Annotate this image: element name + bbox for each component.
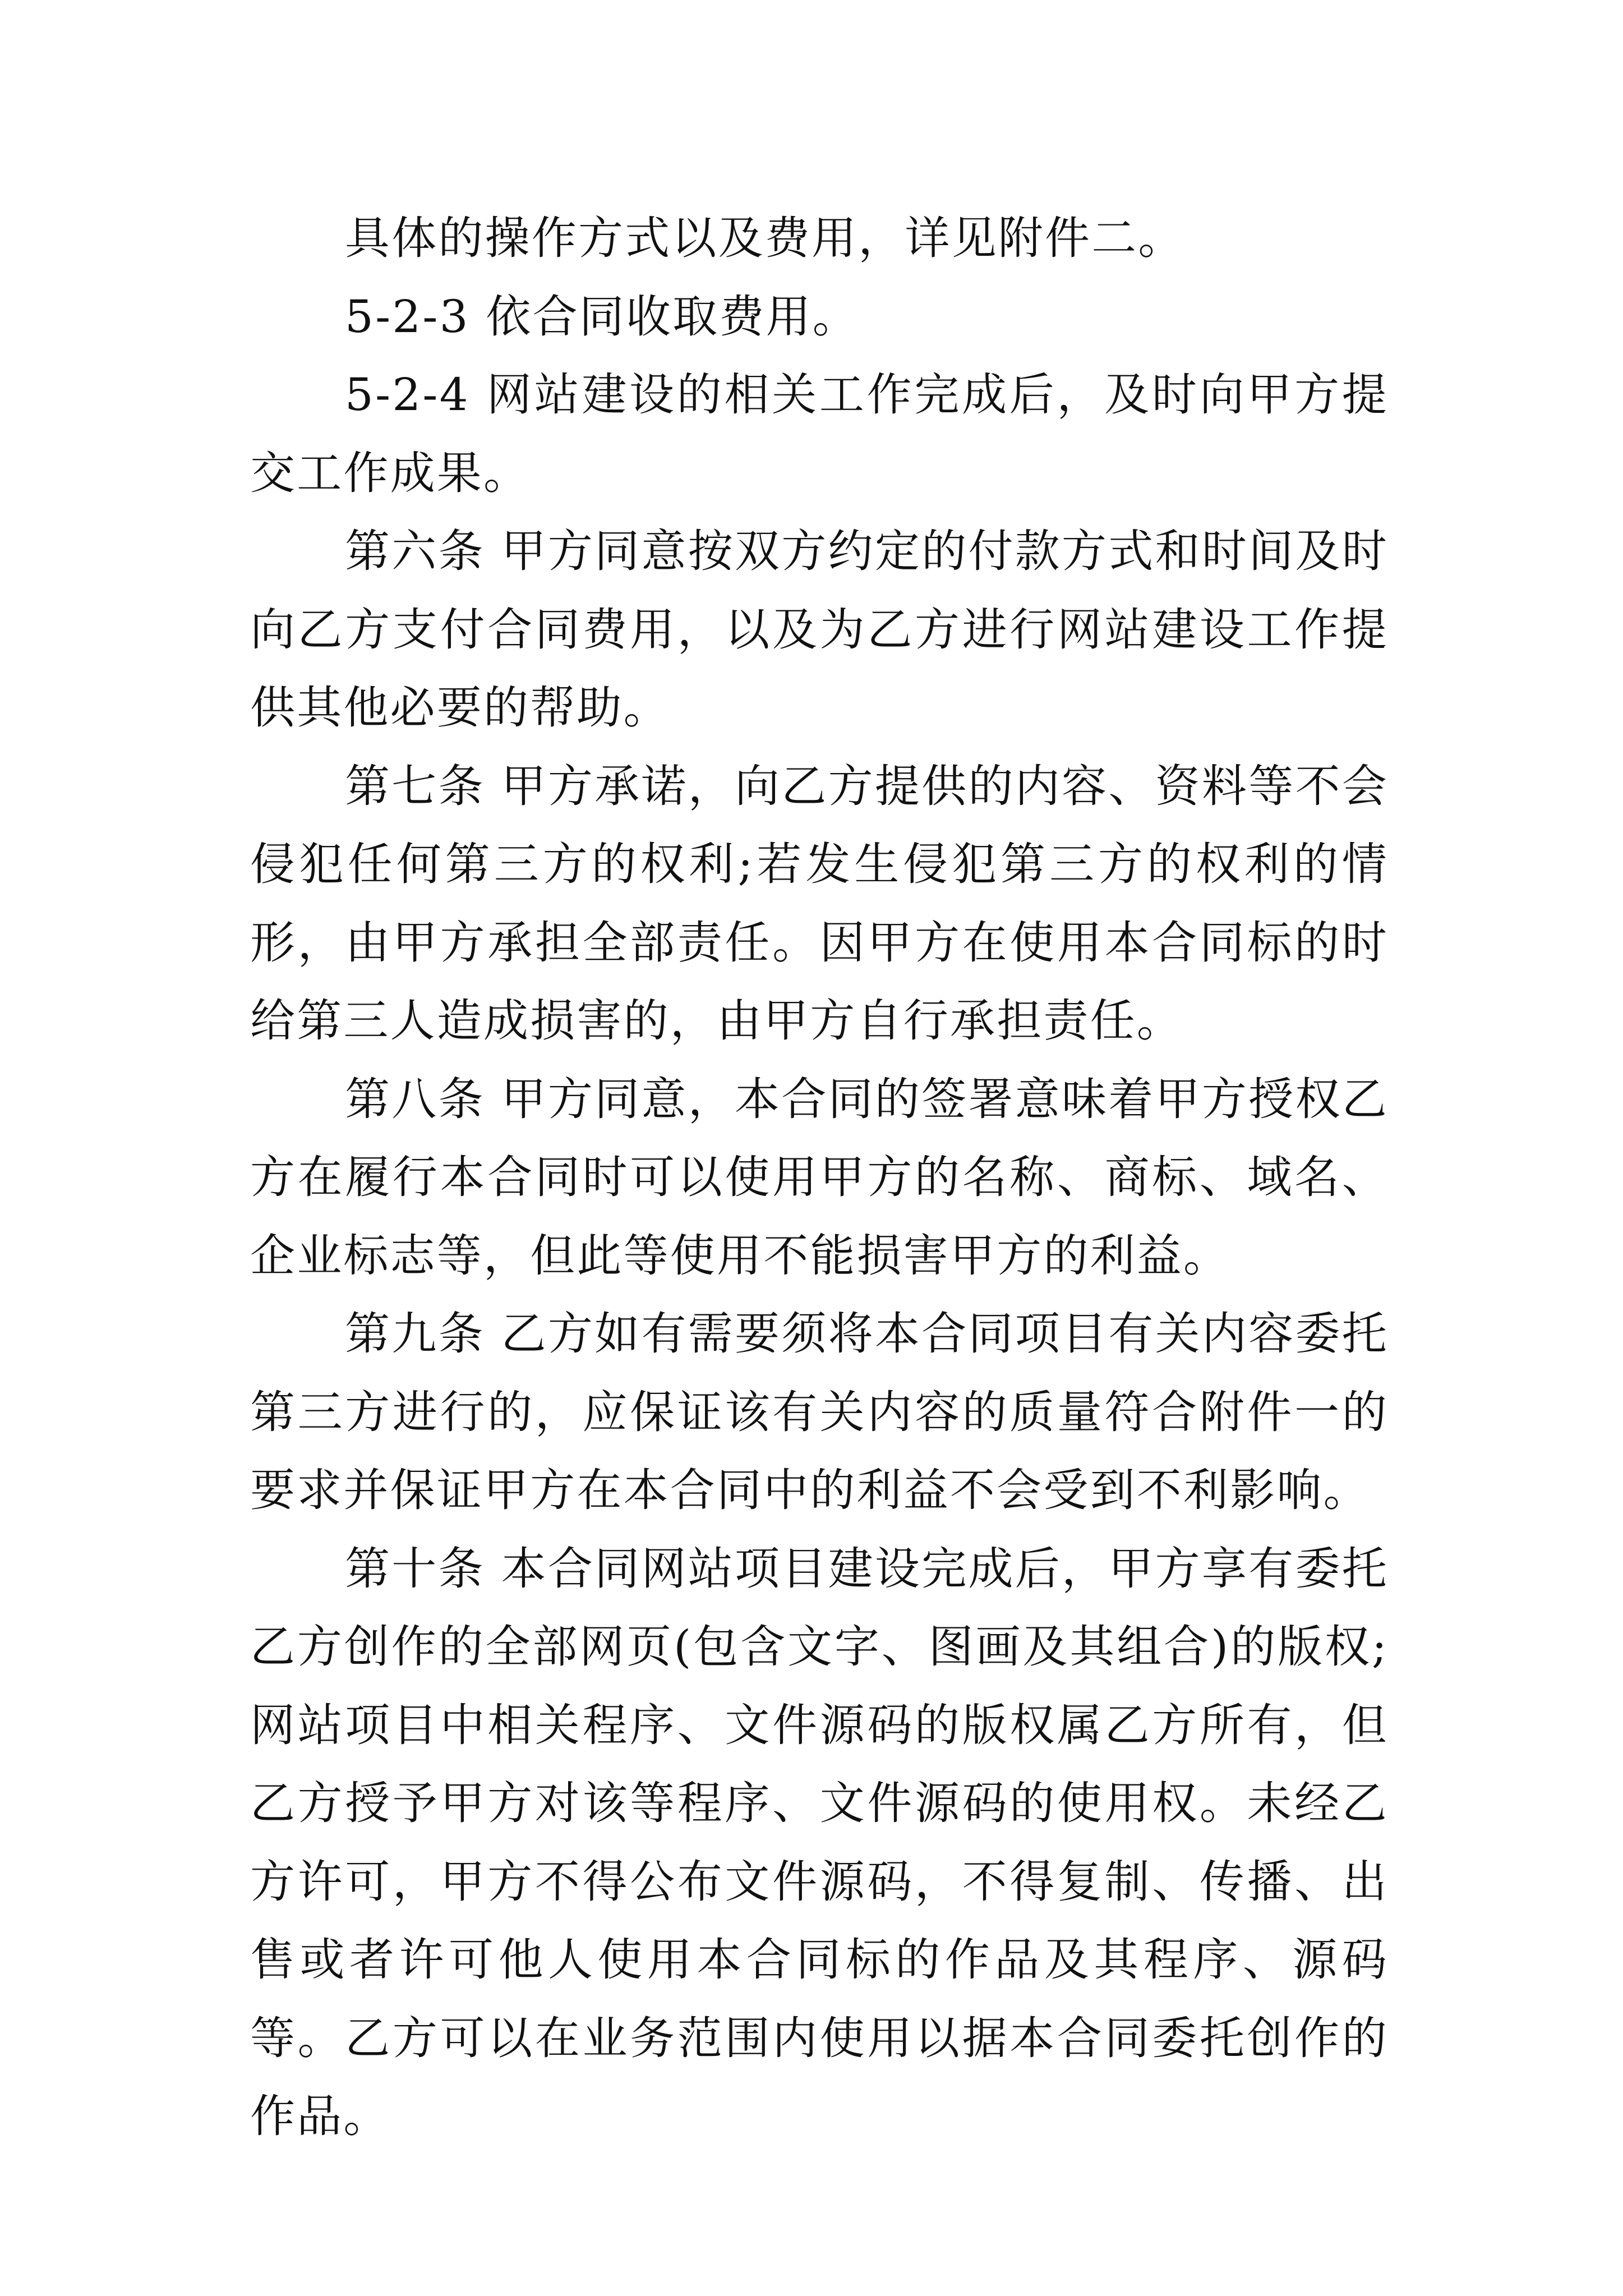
paragraph-operation-fees: 具体的操作方式以及费用，详见附件二。 xyxy=(345,212,1185,264)
paragraph-5-2-4: 5-2-4 网站建设的相关工作完成后，及时向甲方提交工作成果。 xyxy=(250,369,1389,499)
document-body xyxy=(250,199,1389,2156)
paragraph-5-2-3: 5-2-3 依合同收取费用。 xyxy=(345,290,859,343)
paragraph-article-9: 第九条 乙方如有需要须将本合同项目有关内容委托第三方进行的，应保证该有关内容的质量符合附件一的要求并保证甲方在本合同中的利益不会受到不利影响。 xyxy=(250,1308,1389,1516)
paragraph-article-8: 第八条 甲方同意，本合同的签署意味着甲方授权乙方在履行本合同时可以使用甲方的名称、商标、域名、企业标志等，但此等使用不能损害甲方的利益。 xyxy=(250,1073,1389,1282)
paragraph-article-10: 第十条 本合同网站项目建设完成后，甲方享有委托乙方创作的全部网页(包含文字、图画及其组合)的版权;网站项目中相关程序、文件源码的版权属乙方所有，但乙方授予甲方对该等程序、文件源码的使用权。未经乙方许可，甲方不得公布文件源码，不得复制、传播、出售或者许可他人使用本合同标的作品及其程序、源码等。乙方可以在业务范围内使用以据本合同委托创作的作品。 xyxy=(250,1542,1389,2142)
paragraph-article-6: 第六条 甲方同意按双方约定的付款方式和时间及时向乙方支付合同费用，以及为乙方进行网站建设工作提供其他必要的帮助。 xyxy=(250,525,1389,734)
paragraph-article-7: 第七条 甲方承诺，向乙方提供的内容、资料等不会侵犯任何第三方的权利;若发生侵犯第三方的权利的情形，由甲方承担全部责任。因甲方在使用本合同标的时给第三人造成损害的，由甲方自行承担责任。 xyxy=(250,760,1389,1047)
